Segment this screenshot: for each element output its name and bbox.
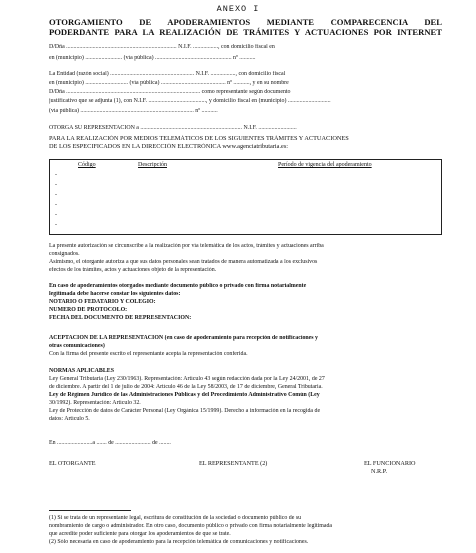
- auth-text-3: Asimismo, el otorgante autoriza a que sus datos personales sean tratados de manera automatizada a los exclusivos: [49, 259, 318, 265]
- form-line-2: en (municipio) ......................... (vía pública) .................................................... nº ...........: [49, 55, 256, 61]
- signature-otorgante: EL OTORGANTE: [49, 460, 96, 467]
- procedures-table: [49, 159, 442, 235]
- fecha-documento-field: FECHA DEL DOCUMENTO DE REPRESENTACIÓN:: [49, 315, 192, 321]
- table-row: -: [55, 212, 57, 218]
- signature-representante: EL REPRESENTANTE (2): [199, 460, 268, 467]
- auth-text-2: consignados.: [49, 251, 80, 257]
- place-date-line: En ........................a ....... de ........................ de ........: [49, 440, 171, 446]
- public-doc-note-1: En caso de apoderamientos otorgados mediante documento público o privado con firma notarialmente: [49, 283, 307, 289]
- normas-line-5: Ley de Protección de datos de Carácter Personal (Ley Orgánica 15/1999). Derecho a información en la recogida de: [49, 408, 321, 414]
- footnote-1-line-2: nombramiento de cargo o administrador. En otro caso, documento público o privado con firma notarialmente legitimada: [49, 523, 333, 529]
- form-line-1: D/Dña ........................................................................... N.I.F. ................., con domicilio fiscal en: [49, 44, 275, 50]
- footnote-1-line-1: (1) Si se trata de un representante legal, escritura de constitución de la sociedad o documento público de su: [49, 515, 302, 521]
- form-line-7: (vía pública) ............................................................................. nº ...........: [49, 108, 218, 114]
- col-header-periodo: Período de vigencia del apoderamiento: [278, 162, 372, 168]
- form-line-4: en (municipio) ............................. (vía pública) ............................................ nº ..........., y en su nombre: [49, 80, 289, 86]
- normas-line-3: Ley de Régimen Jurídico de las Administraciones Públicas y del Procedimiento Administrativo Común (Ley: [49, 392, 320, 398]
- aceptacion-heading-2: otras comunicaciones): [49, 343, 105, 349]
- document-title: [49, 17, 442, 37]
- table-row: -: [55, 182, 57, 188]
- auth-text-1: La presente autorización se circunscribe a la realización por vía telemática de los actos, trámites y actuaciones arriba: [49, 243, 324, 249]
- normas-line-1: Ley General Tributaria (Ley 230/1963). Representación: Artículo 43 según redacción dada por la Ley 24/2001, de 27: [49, 376, 325, 382]
- aceptacion-heading-1: ACEPTACIÓN DE LA REPRESENTACIÓN (en caso de apoderamiento para recepción de notificaciones y: [49, 335, 318, 341]
- otorga-caps-1: PARA LA REALIZACIÓN POR MEDIOS TELEMÁTICOS DE LOS SIGUIENTES TRÁMITES Y ACTUACIONES: [49, 135, 349, 142]
- table-row: -: [55, 202, 57, 208]
- otorga-line: OTORGA SU REPRESENTACIÓN a ..................................................................... N.I.F. ..........................: [49, 125, 297, 131]
- normas-line-6: datos: Artículo 5.: [49, 416, 90, 422]
- table-row: -: [55, 192, 57, 198]
- normas-line-4: 30/1992). Representación: Artículo 32.: [49, 400, 141, 406]
- footnote-2: (2) Sólo necesaria en caso de apoderamiento para la recepción telemática de comunicaciones y notificaciones.: [49, 539, 309, 545]
- aceptacion-text: Con la firma del presente escrito el representante acepta la representación conferida.: [49, 351, 248, 357]
- footnote-divider: [49, 510, 131, 511]
- form-line-3: La Entidad (razón social) ......................................................... N.I.F. ................., con domicilio fiscal: [49, 71, 286, 77]
- table-row: -: [55, 222, 57, 228]
- form-line-6: justificativo que se adjunta (1), con N.I.F. ......................................., y domicilio fiscal en (municipio) .............................: [49, 98, 331, 104]
- title-line-1: OTORGAMIENTO DE APODERAMIENTOS MEDIANTE COMPARECENCIA DEL: [49, 17, 442, 27]
- protocolo-field: NÚMERO DE PROTOCOLO:: [49, 307, 128, 313]
- normas-title: NORMAS APLICABLES: [49, 368, 114, 374]
- table-row: -: [55, 172, 57, 178]
- form-line-5: D/Dña ........................................................................................... como representante según documento: [49, 89, 291, 95]
- public-doc-note-2: legitimada debe hacerse constar los siguientes datos:: [49, 291, 181, 297]
- auth-text-4: efectos de los trámites, actos y actuaciones objeto de la representación.: [49, 267, 217, 273]
- otorga-caps-2: DE LOS ESPECIFICADOS EN LA DIRECCIÓN ELECTRÓNICA www.agenciatributaria.es:: [49, 143, 289, 150]
- footnote-1-line-3: que acredite poder suficiente para otorgar los apoderamientos de que se trate.: [49, 531, 231, 537]
- annex-title: ANEXO I: [216, 4, 260, 14]
- signature-nrp: N.R.P.: [371, 468, 387, 475]
- normas-line-2: de diciembre. A partir del 1 de julio de 2004: Artículo 46 de la Ley 58/2003, de 17 de diciembre, General Tributaria.: [49, 384, 323, 390]
- title-line-2: PODERDANTE PARA LA REALIZACIÓN DE TRÁMITES Y ACTUACIONES POR INTERNET: [49, 27, 442, 37]
- col-header-codigo: Código: [78, 162, 96, 168]
- notario-field: NOTARIO O FEDATARIO Y COLEGIO:: [49, 299, 156, 305]
- col-header-descripcion: Descripción: [138, 162, 167, 168]
- signature-funcionario: EL FUNCIONARIO: [364, 460, 416, 467]
